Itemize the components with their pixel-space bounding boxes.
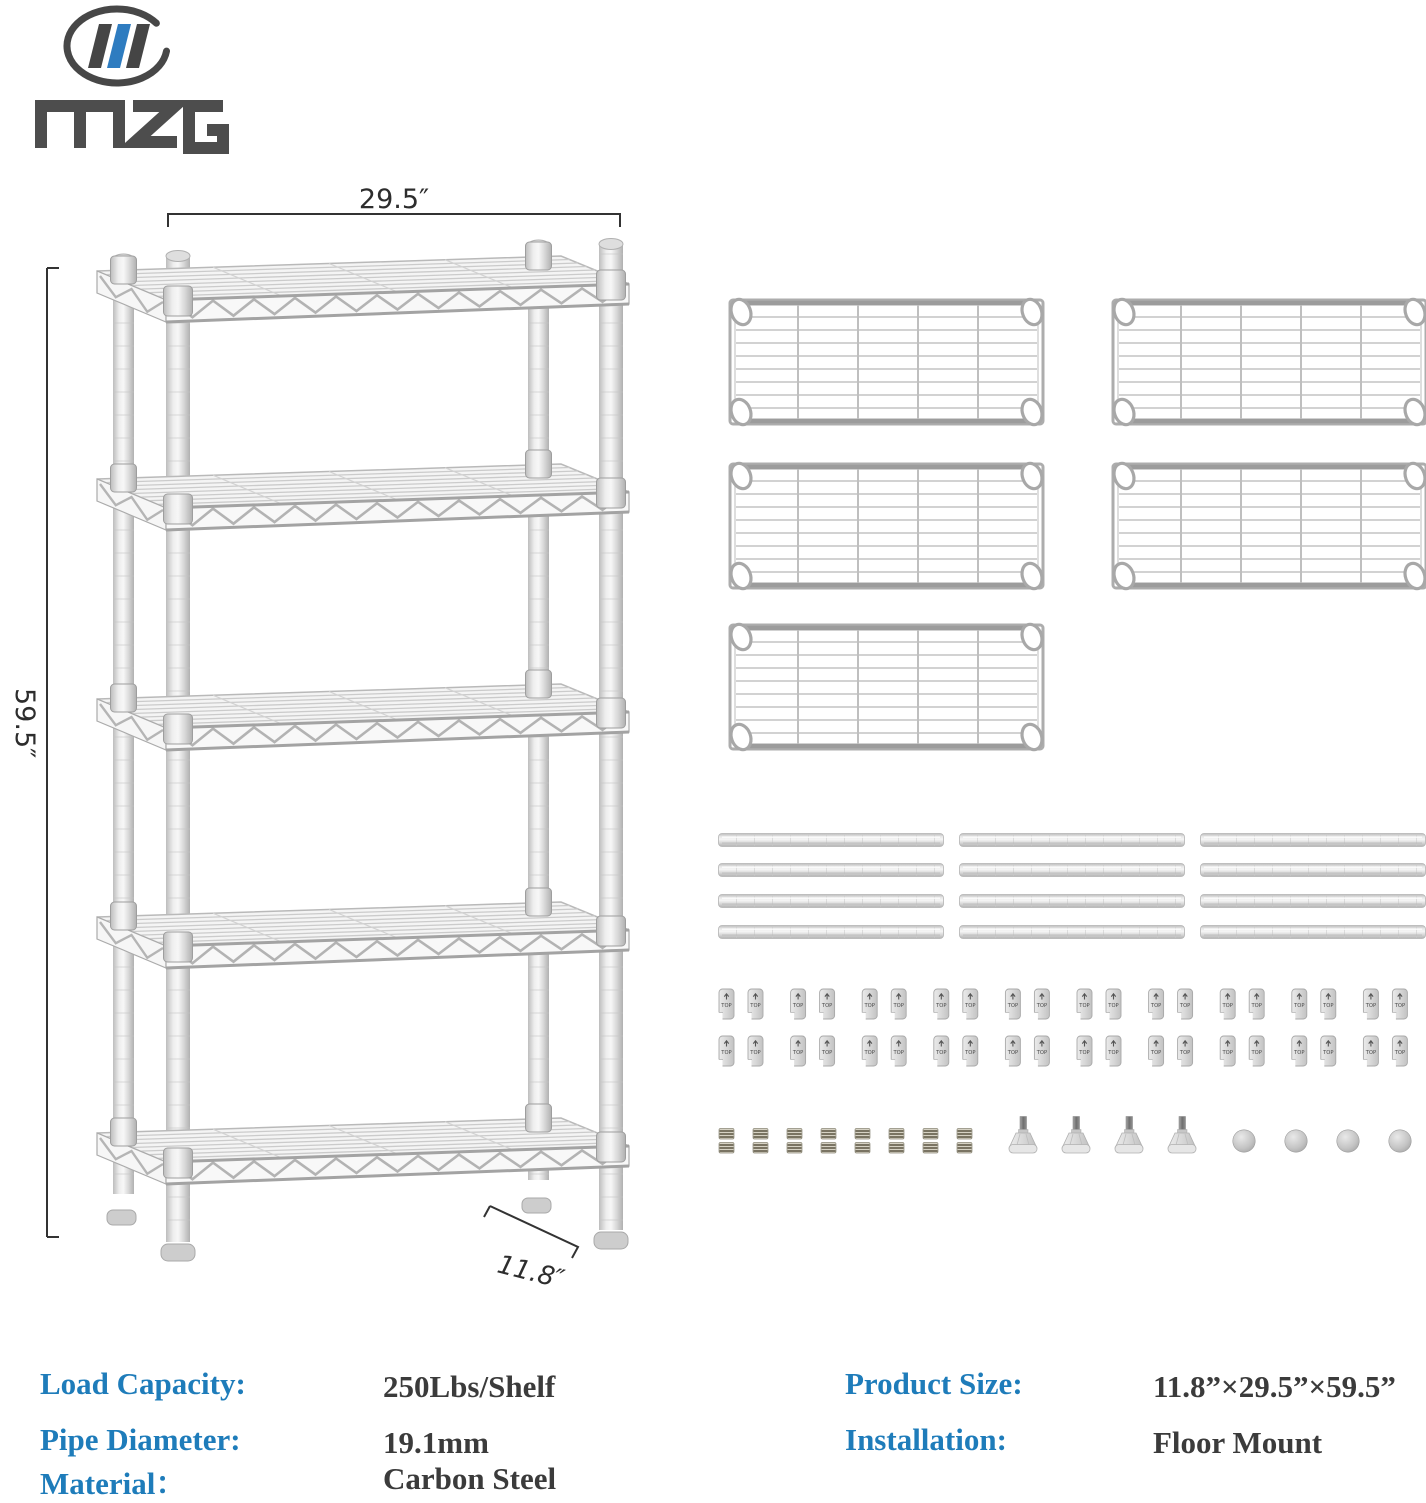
part-threaded-connector bbox=[719, 1129, 734, 1154]
part-sleeve-clip bbox=[861, 989, 877, 1021]
spec-value: Floor Mount bbox=[1153, 1425, 1323, 1460]
part-sleeve-clip bbox=[1291, 989, 1307, 1021]
part-sleeve-clip bbox=[962, 989, 978, 1021]
part-sleeve-clip bbox=[1391, 989, 1407, 1021]
spec-label: Installation: bbox=[845, 1422, 1007, 1457]
part-pole-section bbox=[960, 895, 1185, 908]
part-threaded-connector bbox=[923, 1129, 938, 1154]
part-pole-section bbox=[719, 926, 944, 939]
spec-label: Load Capacity: bbox=[40, 1366, 246, 1401]
part-ball-cap bbox=[1389, 1130, 1411, 1152]
part-sleeve-clip bbox=[1320, 1036, 1336, 1068]
part-threaded-connector bbox=[957, 1129, 972, 1154]
brand-logo bbox=[25, 2, 235, 157]
part-sleeve-clip bbox=[1105, 989, 1121, 1021]
part-pole-section bbox=[1201, 926, 1426, 939]
depth-dimension-label: 11.8″ bbox=[494, 1249, 568, 1296]
brand-wordmark bbox=[41, 106, 223, 148]
part-threaded-connector bbox=[889, 1129, 904, 1154]
hardware-parts-panel bbox=[700, 270, 1426, 1190]
part-sleeve-clip bbox=[1004, 1036, 1020, 1068]
part-wire-shelf bbox=[728, 461, 1046, 592]
part-sleeve-clip bbox=[1219, 989, 1235, 1021]
part-pole-section bbox=[719, 895, 944, 908]
part-sleeve-clip bbox=[718, 1036, 734, 1068]
part-sleeve-clip bbox=[861, 1036, 877, 1068]
spec-value: 19.1mm bbox=[383, 1425, 489, 1460]
depth-dimension bbox=[484, 1206, 578, 1295]
part-sleeve-clip bbox=[1033, 1036, 1049, 1068]
width-dimension-label: 29.5″ bbox=[358, 184, 430, 215]
part-sleeve-clip bbox=[1248, 989, 1264, 1021]
part-pole-section bbox=[960, 864, 1185, 877]
part-threaded-connector bbox=[787, 1129, 802, 1154]
part-leveling-foot bbox=[1009, 1117, 1037, 1154]
part-sleeve-clip bbox=[790, 989, 806, 1021]
part-sleeve-clip bbox=[1362, 1036, 1378, 1068]
height-dimension-label: 59.5″ bbox=[9, 688, 40, 759]
part-wire-shelf bbox=[728, 297, 1046, 428]
part-sleeve-clip bbox=[1076, 1036, 1092, 1068]
spec-value: 11.8”×29.5”×59.5” bbox=[1153, 1369, 1396, 1404]
spec-value: Carbon Steel bbox=[383, 1461, 557, 1496]
brand-mark-icon bbox=[67, 9, 167, 83]
part-pole-section bbox=[719, 834, 944, 847]
width-dimension bbox=[168, 184, 620, 227]
part-pole-section bbox=[719, 864, 944, 877]
part-sleeve-clip bbox=[1004, 989, 1020, 1021]
part-leveling-foot bbox=[1115, 1117, 1143, 1154]
part-sleeve-clip bbox=[1033, 989, 1049, 1021]
part-leveling-foot bbox=[1168, 1117, 1196, 1154]
part-sleeve-clip bbox=[1148, 1036, 1164, 1068]
part-pole-section bbox=[960, 834, 1185, 847]
hardware-parts-layout bbox=[718, 297, 1426, 1153]
part-wire-shelf bbox=[728, 622, 1046, 753]
part-sleeve-clip bbox=[819, 1036, 835, 1068]
part-sleeve-clip bbox=[747, 989, 763, 1021]
part-sleeve-clip bbox=[1291, 1036, 1307, 1068]
spec-label: Material： bbox=[40, 1466, 187, 1501]
part-sleeve-clip bbox=[962, 1036, 978, 1068]
spec-label: Pipe Diameter: bbox=[40, 1422, 241, 1457]
part-ball-cap bbox=[1233, 1130, 1255, 1152]
height-dimension bbox=[9, 268, 59, 1237]
part-sleeve-clip bbox=[1177, 989, 1193, 1021]
part-pole-section bbox=[1201, 834, 1426, 847]
part-wire-shelf bbox=[1111, 461, 1426, 592]
part-threaded-connector bbox=[821, 1129, 836, 1154]
part-sleeve-clip bbox=[1105, 1036, 1121, 1068]
part-sleeve-clip bbox=[1362, 989, 1378, 1021]
part-threaded-connector bbox=[855, 1129, 870, 1154]
part-sleeve-clip bbox=[1148, 989, 1164, 1021]
part-pole-section bbox=[960, 926, 1185, 939]
part-sleeve-clip bbox=[1248, 1036, 1264, 1068]
part-sleeve-clip bbox=[1177, 1036, 1193, 1068]
part-sleeve-clip bbox=[747, 1036, 763, 1068]
part-ball-cap bbox=[1337, 1130, 1359, 1152]
part-sleeve-clip bbox=[1076, 989, 1092, 1021]
part-ball-cap bbox=[1285, 1130, 1307, 1152]
part-sleeve-clip bbox=[718, 989, 734, 1021]
part-sleeve-clip bbox=[1391, 1036, 1407, 1068]
spec-label: Product Size: bbox=[845, 1366, 1023, 1401]
assembled-shelving-unit bbox=[0, 160, 700, 1340]
part-sleeve-clip bbox=[790, 1036, 806, 1068]
part-leveling-foot bbox=[1062, 1117, 1090, 1154]
part-sleeve-clip bbox=[933, 989, 949, 1021]
part-sleeve-clip bbox=[819, 989, 835, 1021]
part-sleeve-clip bbox=[1219, 1036, 1235, 1068]
part-sleeve-clip bbox=[933, 1036, 949, 1068]
part-threaded-connector bbox=[753, 1129, 768, 1154]
spec-value: 250Lbs/Shelf bbox=[383, 1369, 556, 1404]
part-pole-section bbox=[1201, 864, 1426, 877]
part-pole-section bbox=[1201, 895, 1426, 908]
part-sleeve-clip bbox=[890, 989, 906, 1021]
part-sleeve-clip bbox=[1320, 989, 1336, 1021]
part-wire-shelf bbox=[1111, 297, 1426, 428]
part-sleeve-clip bbox=[890, 1036, 906, 1068]
